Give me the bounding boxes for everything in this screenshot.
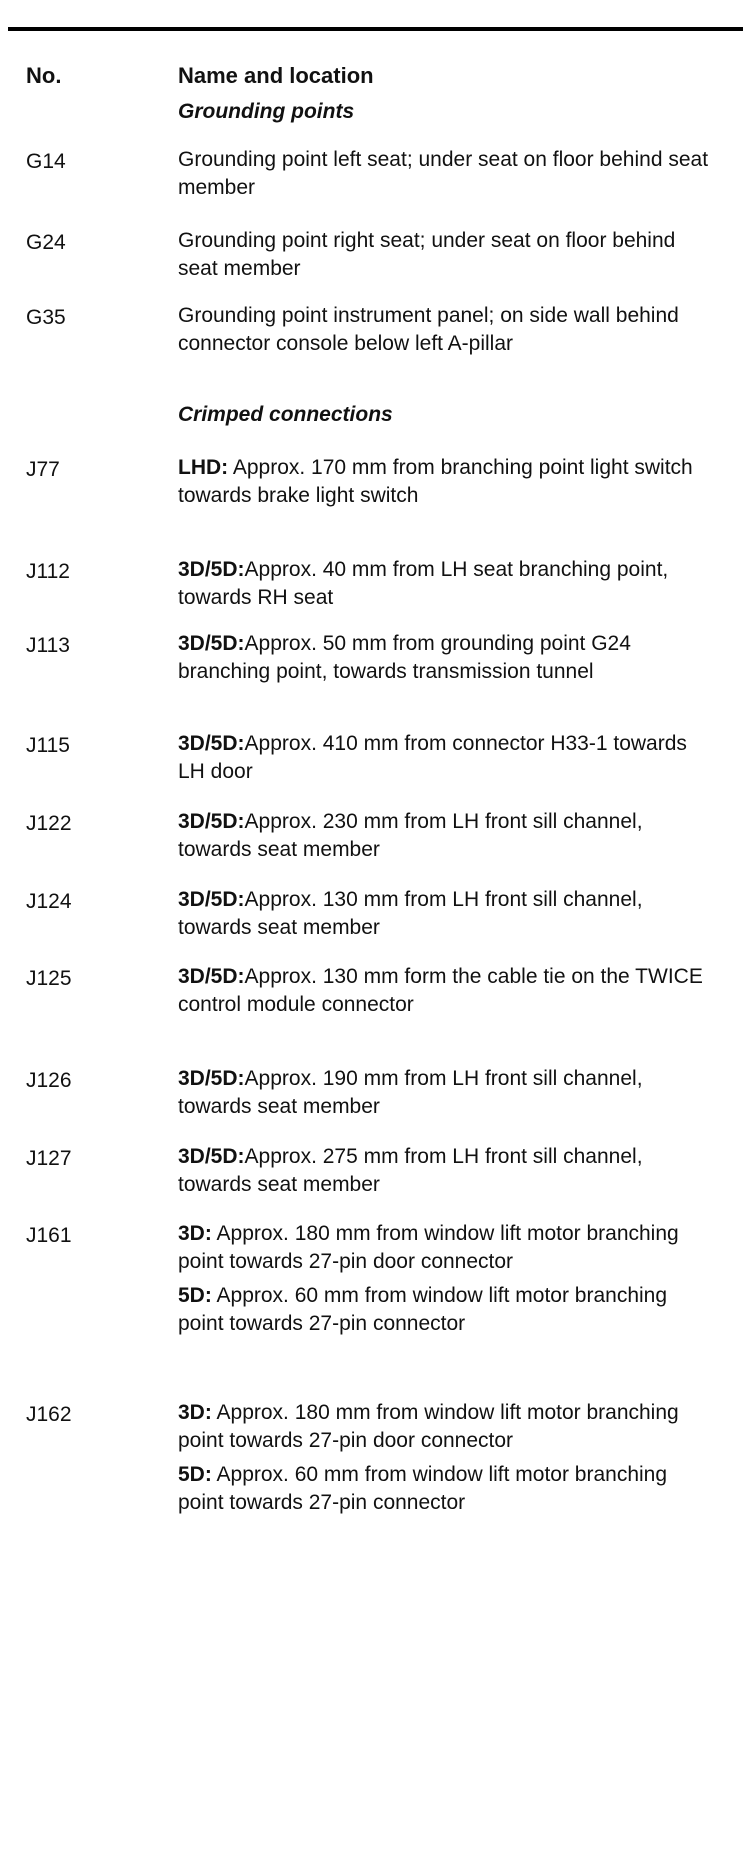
row-code: J122 bbox=[26, 812, 72, 835]
row-description bbox=[178, 302, 718, 364]
entry-prefix: 3D: bbox=[178, 1222, 212, 1245]
row-code: J162 bbox=[26, 1403, 72, 1426]
entry-text: Approx. 410 mm from connector H33-1 towards LH door bbox=[178, 732, 687, 783]
row-code: J113 bbox=[26, 634, 70, 657]
entry-text: Approx. 180 mm from window lift motor branching point towards 27-pin door connector bbox=[178, 1401, 679, 1452]
entry-prefix: 3D/5D: bbox=[178, 888, 245, 911]
entry-prefix: 5D: bbox=[178, 1284, 212, 1307]
entry-text: Approx. 190 mm from LH front sill channel, towards seat member bbox=[178, 1067, 643, 1118]
entry-text: Grounding point right seat; under seat on floor behind seat member bbox=[178, 229, 676, 280]
row-code: J112 bbox=[26, 560, 70, 583]
row-code: G14 bbox=[26, 150, 66, 173]
entry-prefix: 3D/5D: bbox=[178, 558, 245, 581]
entry-prefix: 3D: bbox=[178, 1401, 212, 1424]
row-description bbox=[178, 227, 718, 289]
entry-prefix: 3D/5D: bbox=[178, 965, 245, 988]
row-description bbox=[178, 730, 718, 792]
row-description bbox=[178, 146, 718, 208]
row-code: J125 bbox=[26, 967, 72, 990]
row-code: J124 bbox=[26, 890, 72, 913]
row-code: G35 bbox=[26, 306, 66, 329]
row-code: J161 bbox=[26, 1224, 72, 1247]
top-rule bbox=[8, 27, 743, 31]
row-code: J115 bbox=[26, 734, 70, 757]
entry-prefix: 3D/5D: bbox=[178, 1067, 245, 1090]
entry-prefix: 5D: bbox=[178, 1463, 212, 1486]
column-header-no: No. bbox=[26, 63, 62, 88]
row-code: J77 bbox=[26, 458, 60, 481]
row-description bbox=[178, 1065, 718, 1127]
row-description bbox=[178, 1220, 718, 1344]
entry-text: Grounding point left seat; under seat on floor behind seat member bbox=[178, 148, 709, 199]
entry-text: Approx. 180 mm from window lift motor branching point towards 27-pin door connector bbox=[178, 1222, 679, 1273]
entry-prefix: 3D/5D: bbox=[178, 732, 245, 755]
entry-text: Approx. 60 mm from window lift motor branching point towards 27-pin connector bbox=[178, 1284, 668, 1335]
entry-text: Approx. 130 mm from LH front sill channel, towards seat member bbox=[178, 888, 643, 939]
entry-prefix: 3D/5D: bbox=[178, 632, 245, 655]
section-title-crimped: Crimped connections bbox=[178, 403, 393, 426]
entry-text: Approx. 40 mm from LH seat branching point, towards RH seat bbox=[178, 558, 669, 609]
entry-text: Approx. 275 mm from LH front sill channel, towards seat member bbox=[178, 1145, 643, 1196]
row-description bbox=[178, 556, 718, 618]
row-code: J126 bbox=[26, 1069, 72, 1092]
entry-text: Approx. 130 mm form the cable tie on the TWICE control module connector bbox=[178, 965, 703, 1016]
entry-text: Approx. 50 mm from grounding point G24 branching point, towards transmission tunnel bbox=[178, 632, 631, 683]
row-description bbox=[178, 630, 718, 692]
row-code: G24 bbox=[26, 231, 66, 254]
row-description bbox=[178, 1399, 718, 1523]
row-description bbox=[178, 886, 718, 948]
entry-prefix: 3D/5D: bbox=[178, 1145, 245, 1168]
column-header-name: Name and location bbox=[178, 63, 374, 88]
row-description bbox=[178, 963, 718, 1025]
section-title-grounding: Grounding points bbox=[178, 100, 355, 123]
row-code: J127 bbox=[26, 1147, 72, 1170]
row-description bbox=[178, 808, 718, 870]
entry-text: Approx. 170 mm from branching point light switch towards brake light switch bbox=[178, 456, 693, 507]
entry-prefix: LHD: bbox=[178, 456, 229, 479]
entry-text: Approx. 230 mm from LH front sill channel, towards seat member bbox=[178, 810, 643, 861]
entry-text: Approx. 60 mm from window lift motor branching point towards 27-pin connector bbox=[178, 1463, 668, 1514]
entry-prefix: 3D/5D: bbox=[178, 810, 245, 833]
row-description bbox=[178, 1143, 718, 1205]
entry-text: Grounding point instrument panel; on side wall behind connector console below left A-pillar bbox=[178, 304, 679, 355]
row-description bbox=[178, 454, 718, 516]
